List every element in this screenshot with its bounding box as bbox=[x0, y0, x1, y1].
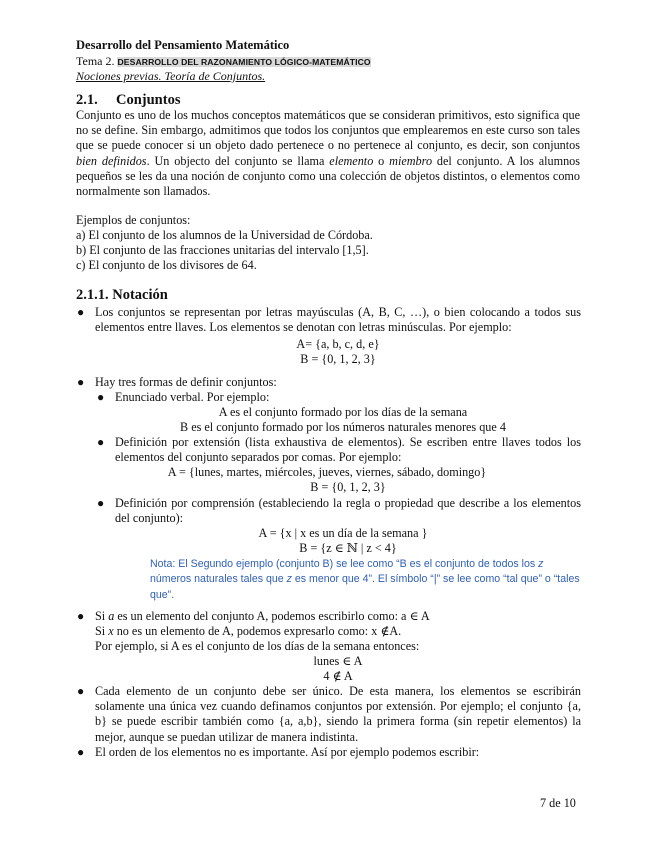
intro-text-1: Conjunto es uno de los muchos conceptos matemáticos que se consideran primitivos, esto significa que no se define. Sin embargo, admitimos que todos los conjuntos que emplearemos en este curso son tales que se puede conocer si un objeto dado pertenece o no pertenece al conjunto, es decir, son conjuntos bbox=[76, 108, 580, 153]
sub1-example-a: A es el conjunto formado por los días de la semana bbox=[218, 405, 468, 419]
example-a: a) El conjunto de los alumnos de la Universidad de Córdoba. bbox=[76, 228, 373, 242]
sub-bullet-2-text: Definición por extensión (lista exhaustiva de elementos). Se escriben entre llaves todos los elementos del conjunto separados por comas. Por ejemplo: bbox=[115, 435, 581, 465]
b3-equation-b: 4 ∉ A bbox=[323, 669, 353, 683]
bullet-icon: ● bbox=[77, 745, 85, 759]
examples-title: Ejemplos de conjuntos: bbox=[76, 213, 191, 227]
sub-bullet-icon: ● bbox=[97, 496, 105, 510]
section-number: 2.1. bbox=[76, 92, 98, 108]
bullet-3-line-1 bbox=[95, 609, 430, 624]
intro-italic-elemento: elemento bbox=[329, 153, 374, 168]
bullet-2-text: Hay tres formas de definir conjuntos: bbox=[95, 375, 277, 389]
intro-text-2: . Un objecto del conjunto se llama bbox=[146, 153, 330, 168]
sub3-example-b: B = {z ∈ ℕ | z < 4} bbox=[299, 541, 397, 555]
sub3-example-a: A = {x | x es un día de la semana } bbox=[258, 526, 428, 540]
bullet-3-line-2 bbox=[95, 624, 401, 639]
bullet-3-line-3: Por ejemplo, si A es el conjunto de los días de la semana entonces: bbox=[95, 639, 420, 653]
note-part: números naturales tales que bbox=[150, 573, 287, 586]
b3-var: a bbox=[108, 609, 115, 623]
tema-prefix: Tema 2. bbox=[76, 54, 118, 68]
intro-italic-miembro: miembro bbox=[389, 153, 433, 168]
bullet-icon: ● bbox=[77, 609, 85, 623]
intro-paragraph bbox=[76, 108, 580, 199]
section-heading bbox=[76, 92, 180, 109]
course-title: Desarrollo del Pensamiento Matemático bbox=[76, 38, 290, 52]
bullet-icon: ● bbox=[77, 684, 85, 698]
note-var: z bbox=[286, 573, 292, 586]
b3-text: Si bbox=[95, 609, 109, 623]
section-title: Conjuntos bbox=[116, 92, 181, 108]
example-c: c) El conjunto de los divisores de 64. bbox=[76, 258, 257, 272]
sub-bullet-icon: ● bbox=[97, 390, 105, 404]
sub-bullet-1-text: Enunciado verbal. Por ejemplo: bbox=[115, 390, 270, 404]
note-text bbox=[150, 557, 582, 603]
page-number: 7 de 10 bbox=[540, 796, 576, 810]
example-b: b) El conjunto de las fracciones unitarias del intervalo [1,5]. bbox=[76, 243, 369, 257]
sub2-example-a: A = {lunes, martes, miércoles, jueves, viernes, sábado, domingo} bbox=[167, 465, 487, 479]
b3-text: es un elemento del conjunto A, podemos escribirlo como: a ∈ A bbox=[114, 609, 430, 623]
tema-title: DESARROLLO DEL RAZONAMIENTO LÓGICO-MATEMÁTICO bbox=[117, 57, 371, 67]
note-var: z bbox=[538, 558, 544, 570]
sub2-example-b: B = {0, 1, 2, 3} bbox=[310, 480, 386, 494]
intro-italic-bien-definidos: bien definidos bbox=[76, 153, 147, 168]
b3-var: x bbox=[108, 624, 114, 638]
intro-text-3: o bbox=[373, 153, 390, 168]
subsection-heading: 2.1.1. Notación bbox=[76, 287, 168, 303]
tema-line bbox=[76, 54, 371, 69]
b3-text: Si bbox=[95, 624, 109, 638]
b3-equation-a: lunes ∈ A bbox=[313, 654, 363, 668]
b1-equation-b: B = {0, 1, 2, 3} bbox=[300, 352, 376, 366]
note-part: es menor que 4”. El símbolo “|” se lee como “tal que” o “tales que”. bbox=[150, 573, 580, 601]
b3-text: no es un elemento de A, podemos expresarlo como: x ∉A. bbox=[113, 624, 402, 638]
sub-bullet-icon: ● bbox=[97, 435, 105, 449]
bullet-icon: ● bbox=[77, 375, 85, 389]
bullet-5-text: El orden de los elementos no es importante. Así por ejemplo podemos escribir: bbox=[95, 745, 480, 759]
sub1-example-b: B es el conjunto formado por los números naturales menores que 4 bbox=[180, 420, 506, 434]
subtitle: Nociones previas. Teoría de Conjuntos. bbox=[76, 69, 266, 83]
note-part: Nota: El Segundo ejemplo (conjunto B) se lee como “B es el conjunto de todos los bbox=[150, 558, 539, 570]
b1-equation-a: A= {a, b, c, d, e} bbox=[296, 337, 380, 351]
sub-bullet-3-text: Definición por comprensión (estableciendo la regla o propiedad que describe a los elementos del conjunto): bbox=[115, 496, 581, 526]
bullet-4-text: Cada elemento de un conjunto debe ser único. De esta manera, los elementos se escribirán solamente una única vez cuando definamos conjuntos por extensión. Por ejemplo; el conjunto {a, b} se puede escribir también como {a, a,b}, siendo la primera forma (sin repetir elementos) la mejor, aunque se puedan utilizar de manera indistinta. bbox=[95, 684, 581, 744]
bullet-1-text: Los conjuntos se representan por letras mayúsculas (A, B, C, …), o bien colocando a todos sus elementos entre llaves. Los elementos se denotan con letras minúsculas. Por ejemplo: bbox=[95, 305, 581, 335]
bullet-icon: ● bbox=[77, 305, 85, 319]
intro-text-4: del conjunto. A los alumnos pequeños se les da una noción de conjunto como una colección de objetos distintos, o elementos como normalmente son llamados. bbox=[76, 153, 581, 199]
